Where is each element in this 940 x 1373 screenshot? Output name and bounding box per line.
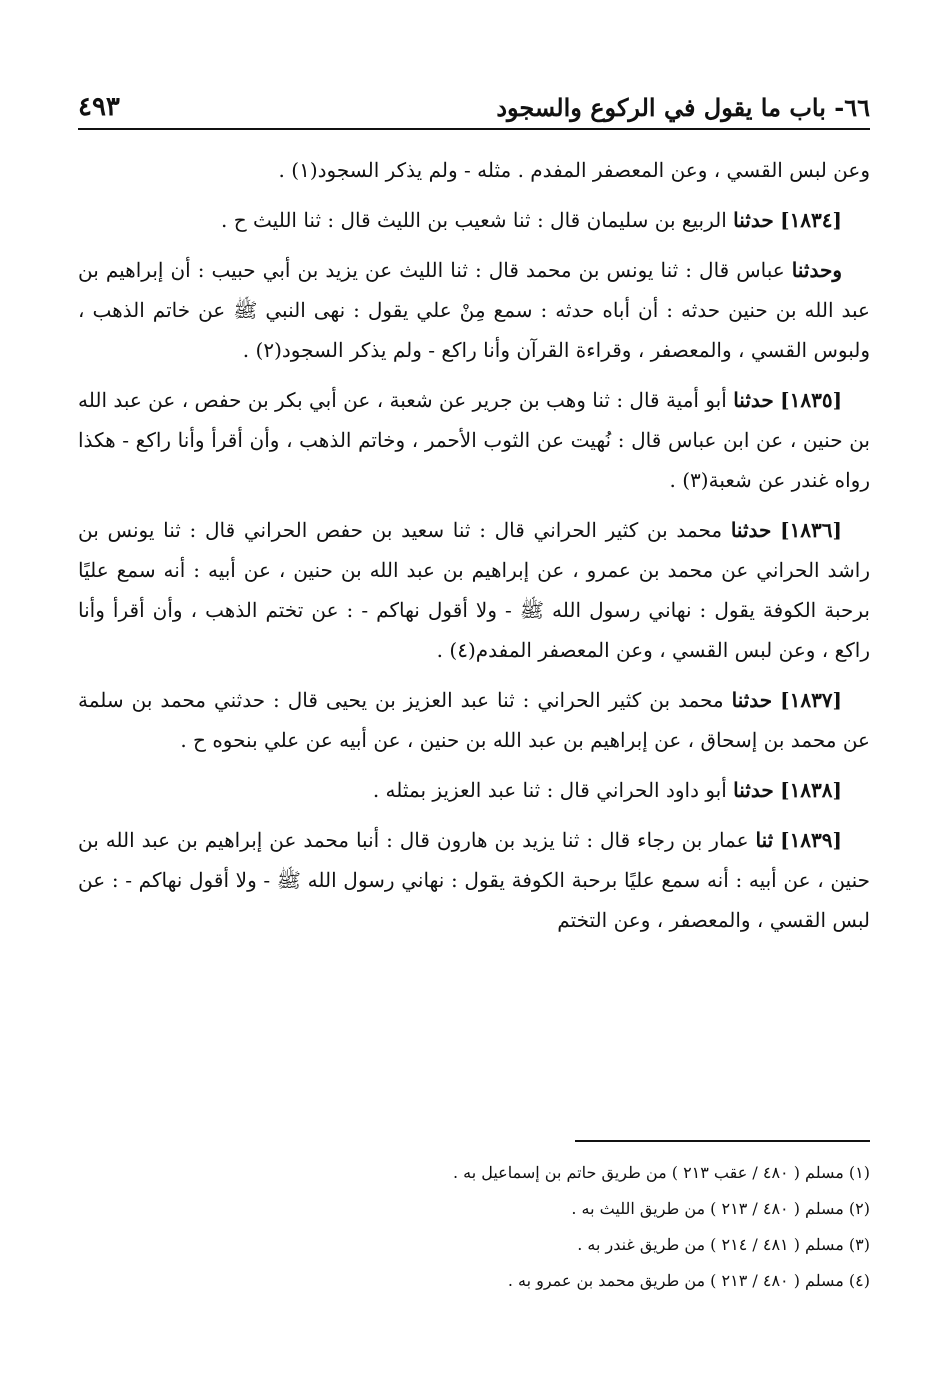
hadith-number: [١٨٣٩] [780,828,842,852]
hadith-text: محمد بن كثير الحراني قال : ثنا سعيد بن حفص الحراني قال : ثنا يونس بن راشد الحراني عن محمد بن عمرو ، عن إبراهيم بن عبد الله بن حنين ، عن أبيه : أنه سمع عليًا برحبة الكوفة يقول : نهاني رسول الله ﷺ - ولا أقول نهاكم - : عن تختم الذهب ، وأن أقرأ وأنا راكع ، وعن لبس القسي ، وعن المعصفر المفدم(٤) . [78,518,870,662]
hadith-lead: وحدثنا [791,258,843,282]
hadith-1839 [78,820,870,940]
hadith-text: أبو داود الحراني قال : ثنا عبد العزيز بمثله . [372,778,727,802]
hadith-lead: حدثنا [733,778,774,802]
hadith-1834-chain-2 [78,250,870,370]
hadith-lead: حدثنا [733,388,774,412]
page-header [78,82,870,122]
header-divider [78,128,870,130]
paragraph-text: وعن لبس القسي ، وعن المعصفر المفدم . مثله - ولم يذكر السجود(١) . [278,158,870,182]
hadith-1834 [78,200,870,240]
hadith-text: عباس قال : ثنا يونس بن محمد قال : ثنا الليث عن يزيد بن أبي حبيب : أن إبراهيم بن عبد الله بن حنين حدثه : أن أباه حدثه : سمع مِنْ علي يقول : نهى النبي ﷺ عن خاتم الذهب ، ولبوس القسي ، والمعصفر ، وقراءة القرآن وأنا راكع - ولم يذكر السجود(٢) . [78,258,870,362]
hadith-1835 [78,380,870,500]
footnote-3: (٣) مسلم ( ٤٨١ / ٢١٤ ) من طريق غندر به . [577,1235,870,1254]
hadith-1836 [78,510,870,670]
hadith-number: [١٨٣٨] [780,778,842,802]
hadith-number: [١٨٣٥] [780,388,843,412]
hadith-number: [١٨٣٤] [780,208,842,232]
hadith-1838 [78,770,870,810]
hadith-lead: حدثنا [733,208,774,232]
hadith-text: محمد بن كثير الحراني : ثنا عبد العزيز بن يحيى قال : حدثني محمد بن سلمة عن محمد بن إسحاق ، عن إبراهيم بن عبد الله بن حنين ، عن أبيه عن علي بنحوه ح . [78,688,870,752]
page-number: ٤٩٣ [78,92,120,122]
hadith-1837 [78,680,870,760]
chapter-title: ٦٦- باب ما يقول في الركوع والسجود [496,93,870,122]
footnote-divider [575,1140,870,1142]
hadith-text: الربيع بن سليمان قال : ثنا شعيب بن الليث قال : ثنا الليث ح . [221,208,727,232]
footnotes [78,1155,870,1299]
footnote-2: (٢) مسلم ( ٤٨٠ / ٢١٣ ) من طريق الليث به . [571,1199,870,1218]
hadith-number: [١٨٣٦] [780,518,842,542]
hadith-text: أبو أمية قال : ثنا وهب بن جرير عن شعبة ، عن أبي بكر بن حفص ، عن عبد الله بن حنين ، عن ابن عباس قال : نُهيت عن الثوب الأحمر ، وخاتم الذهب ، وأن أقرأ وأنا راكع - هكذا رواه غندر عن شعبة(٣) . [78,388,870,492]
hadith-number: [١٨٣٧] [780,688,843,712]
continuation-paragraph [78,150,870,190]
hadith-text: عمار بن رجاء قال : ثنا يزيد بن هارون قال : أنبا محمد عن إبراهيم بن عبد الله بن حنين ، عن أبيه : أنه سمع عليًا برحبة الكوفة يقول : نهاني رسول الله ﷺ - ولا أقول نهاكم - : عن لبس القسي ، والمعصفر ، وعن التختم [78,828,870,932]
main-text [78,150,870,950]
footnote-4: (٤) مسلم ( ٤٨٠ / ٢١٣ ) من طريق محمد بن عمرو به . [507,1271,870,1290]
hadith-lead: ثنا [755,828,774,852]
footnote-1: (١) مسلم ( ٤٨٠ / عقب ٢١٣ ) من طريق حاتم بن إسماعيل به . [452,1163,870,1182]
hadith-lead: حدثنا [730,518,772,542]
hadith-lead: حدثنا [731,688,773,712]
